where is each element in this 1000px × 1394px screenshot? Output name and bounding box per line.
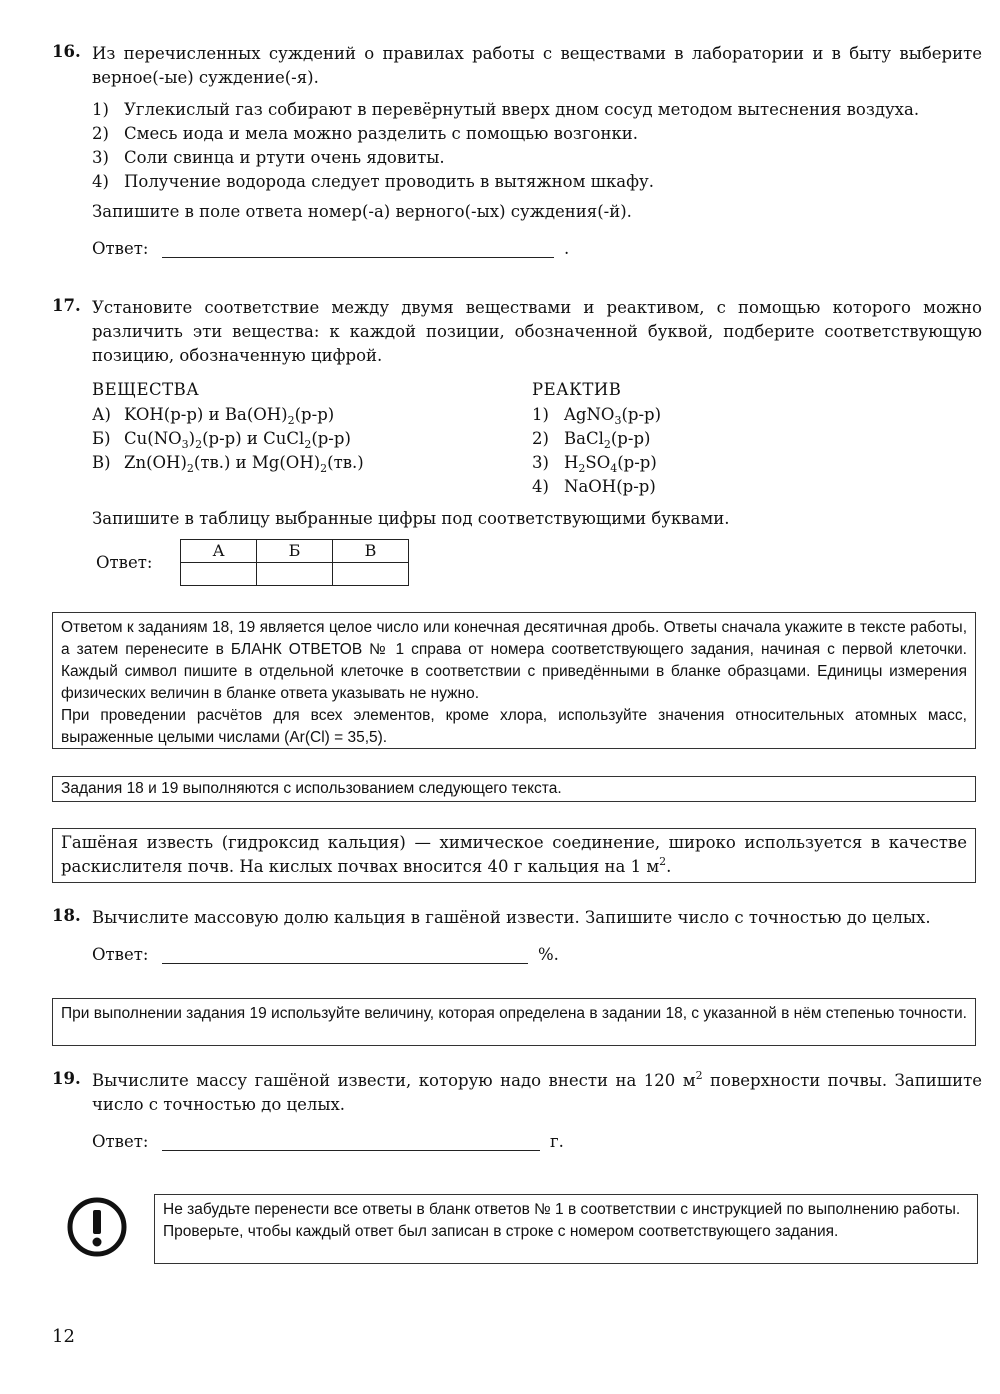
table-header-a: А — [181, 539, 257, 562]
answer-blank[interactable] — [162, 945, 528, 964]
option-text: Смесь иода и мела можно разделить с помощью возгонки. — [124, 124, 639, 143]
answer-field-19 — [92, 1127, 982, 1151]
option-item — [92, 122, 982, 146]
option-item — [92, 170, 982, 194]
answer-label: Ответ: — [92, 945, 149, 964]
lime-text: Гашёная известь (гидроксид кальция) — химическое соединение, широко используется в качестве раскислителя почв. На кислых почвах вносится 40 г кальция на 1 $м^2$. — [61, 833, 967, 876]
task-text: Вычислите массовую долю кальция в гашёной извести. Запишите число с точностью до целых. — [92, 908, 931, 927]
reagent-item — [532, 451, 661, 475]
task-number: 19. — [52, 1069, 81, 1088]
answer-cell-a[interactable] — [181, 562, 257, 585]
answer-label: Ответ: — [92, 1132, 149, 1151]
answer-suffix: г. — [550, 1132, 564, 1151]
item-number: 2) — [532, 428, 549, 448]
answer-suffix: . — [564, 239, 570, 258]
reagent-item — [532, 427, 661, 451]
answer-cell-v[interactable] — [333, 562, 409, 585]
task-19 — [52, 1069, 982, 1151]
task-instruction: Запишите в поле ответа номер(-а) верного(-ых) суждения(-й). — [92, 202, 632, 221]
reagents-column — [532, 378, 661, 499]
option-item — [92, 146, 982, 170]
answer-field-18 — [92, 940, 982, 964]
substance-formula: KOH(р-р) и $Ba(OH)_2(р-р)$ — [124, 404, 335, 427]
column-heading: ВЕЩЕСТВА — [92, 380, 200, 399]
item-letter: В) — [92, 452, 111, 472]
task-16 — [52, 42, 982, 258]
reagent-formula: BaCl$_2$(р-р) — [564, 428, 651, 451]
task-text: Вычислите массу гашёной извести, которую надо внести на 120 $м^2$ поверхности почвы. Запишите число с точностью до целых. — [92, 1069, 982, 1114]
note-paragraph: Не забудьте перенести все ответы в бланк ответов № 1 в соответствии с инструкцией по выполнению работы. — [163, 1201, 961, 1218]
task-18 — [52, 906, 982, 964]
answer-label: Ответ: — [92, 239, 149, 258]
item-number: 1) — [532, 404, 549, 424]
task-17 — [52, 296, 982, 586]
task-number: 16. — [52, 42, 81, 61]
item-number: 3) — [532, 452, 549, 472]
info-paragraph: При проведении расчётов для всех элементов, кроме хлора, используйте значения относительных атомных масс, выраженные целыми числами (Ar(Cl) = 35,5). — [61, 707, 967, 746]
option-text: Получение водорода следует проводить в вытяжном шкафу. — [124, 172, 655, 191]
task-instruction: Запишите в таблицу выбранные цифры под соответствующими буквами. — [92, 508, 730, 528]
answer-suffix: %. — [538, 945, 559, 964]
options-list — [92, 98, 982, 194]
substances-column — [92, 378, 532, 499]
info-paragraph: Ответом к заданиям 18, 19 является целое число или конечная десятичная дробь. Ответы сначала укажите в тексте работы, а затем перенесите в БЛАНК ОТВЕТОВ № 1 справа от номера соответствующего задания, начиная с первой клеточки. Каждый символ пишите в отдельной клеточке в соответствии с приведёнными в бланке образцами. Единицы измерения физических величин в бланке ответа указывать не нужно. — [61, 619, 967, 702]
page-number: 12 — [52, 1326, 75, 1347]
option-number: 1) — [92, 100, 109, 119]
table-header-b: Б — [257, 539, 333, 562]
text-box-lime — [52, 828, 976, 883]
answer-label: Ответ: — [96, 552, 153, 572]
column-heading: РЕАКТИВ — [532, 380, 622, 399]
substance-item — [92, 427, 532, 451]
answer-blank[interactable] — [162, 239, 554, 258]
note-paragraph: Проверьте, чтобы каждый ответ был записан в строке с номером соответствующего задания. — [163, 1223, 839, 1240]
answer-table — [180, 539, 409, 586]
task-text: Из перечисленных суждений о правилах работы с веществами в лаборатории и в быту выберите верное(-ые) суждение(-я). — [92, 44, 982, 87]
task-text: Установите соответствие между двумя веществами и реактивом, с помощью которого можно различить эти вещества: к каждой позиции, обозначенной буквой, подберите соответствующую позицию, обозначенную цифрой. — [92, 298, 982, 365]
reagent-formula: AgNO$_3$(р-р) — [564, 404, 662, 427]
info-box-text-intro: Задания 18 и 19 выполняются с использованием следующего текста. — [52, 776, 976, 802]
option-item — [92, 98, 982, 122]
substance-item — [92, 403, 532, 427]
option-number: 3) — [92, 148, 109, 167]
answer-cell-b[interactable] — [257, 562, 333, 585]
reagent-item — [532, 403, 661, 427]
substance-formula: $Zn(OH)_2(тв.)$ и $Mg(OH)_2(тв.)$ — [124, 452, 364, 475]
answer-blank[interactable] — [162, 1132, 540, 1151]
info-box-answers — [52, 612, 976, 749]
task-number: 18. — [52, 906, 81, 925]
item-letter: Б) — [92, 428, 111, 448]
reagent-formula: NaOH(р-р) — [564, 476, 656, 496]
option-number: 2) — [92, 124, 109, 143]
reagent-item — [532, 475, 661, 499]
table-header-v: В — [333, 539, 409, 562]
task-number: 17. — [52, 296, 81, 315]
option-text: Соли свинца и ртути очень ядовиты. — [124, 148, 445, 167]
final-note-box — [154, 1194, 978, 1264]
option-number: 4) — [92, 172, 109, 191]
substance-formula: $Cu(NO_3)_2(р-р)$ и CuCl$_2$(р-р) — [124, 428, 351, 451]
item-number: 4) — [532, 476, 549, 496]
item-letter: А) — [92, 404, 111, 424]
answer-table-17 — [96, 539, 982, 586]
answer-field-16 — [92, 234, 982, 258]
option-text: Углекислый газ собирают в перевёрнутый вверх дном сосуд методом вытеснения воздуха. — [124, 100, 920, 119]
reagent-formula: $H_2SO_4(р-р)$ — [564, 452, 657, 475]
matching-columns — [92, 378, 982, 499]
substance-item — [92, 451, 532, 475]
exclamation-icon — [66, 1196, 128, 1258]
info-box-hint-19: При выполнении задания 19 используйте величину, которая определена в задании 18, с указанной в нём степенью точности. — [52, 998, 976, 1046]
